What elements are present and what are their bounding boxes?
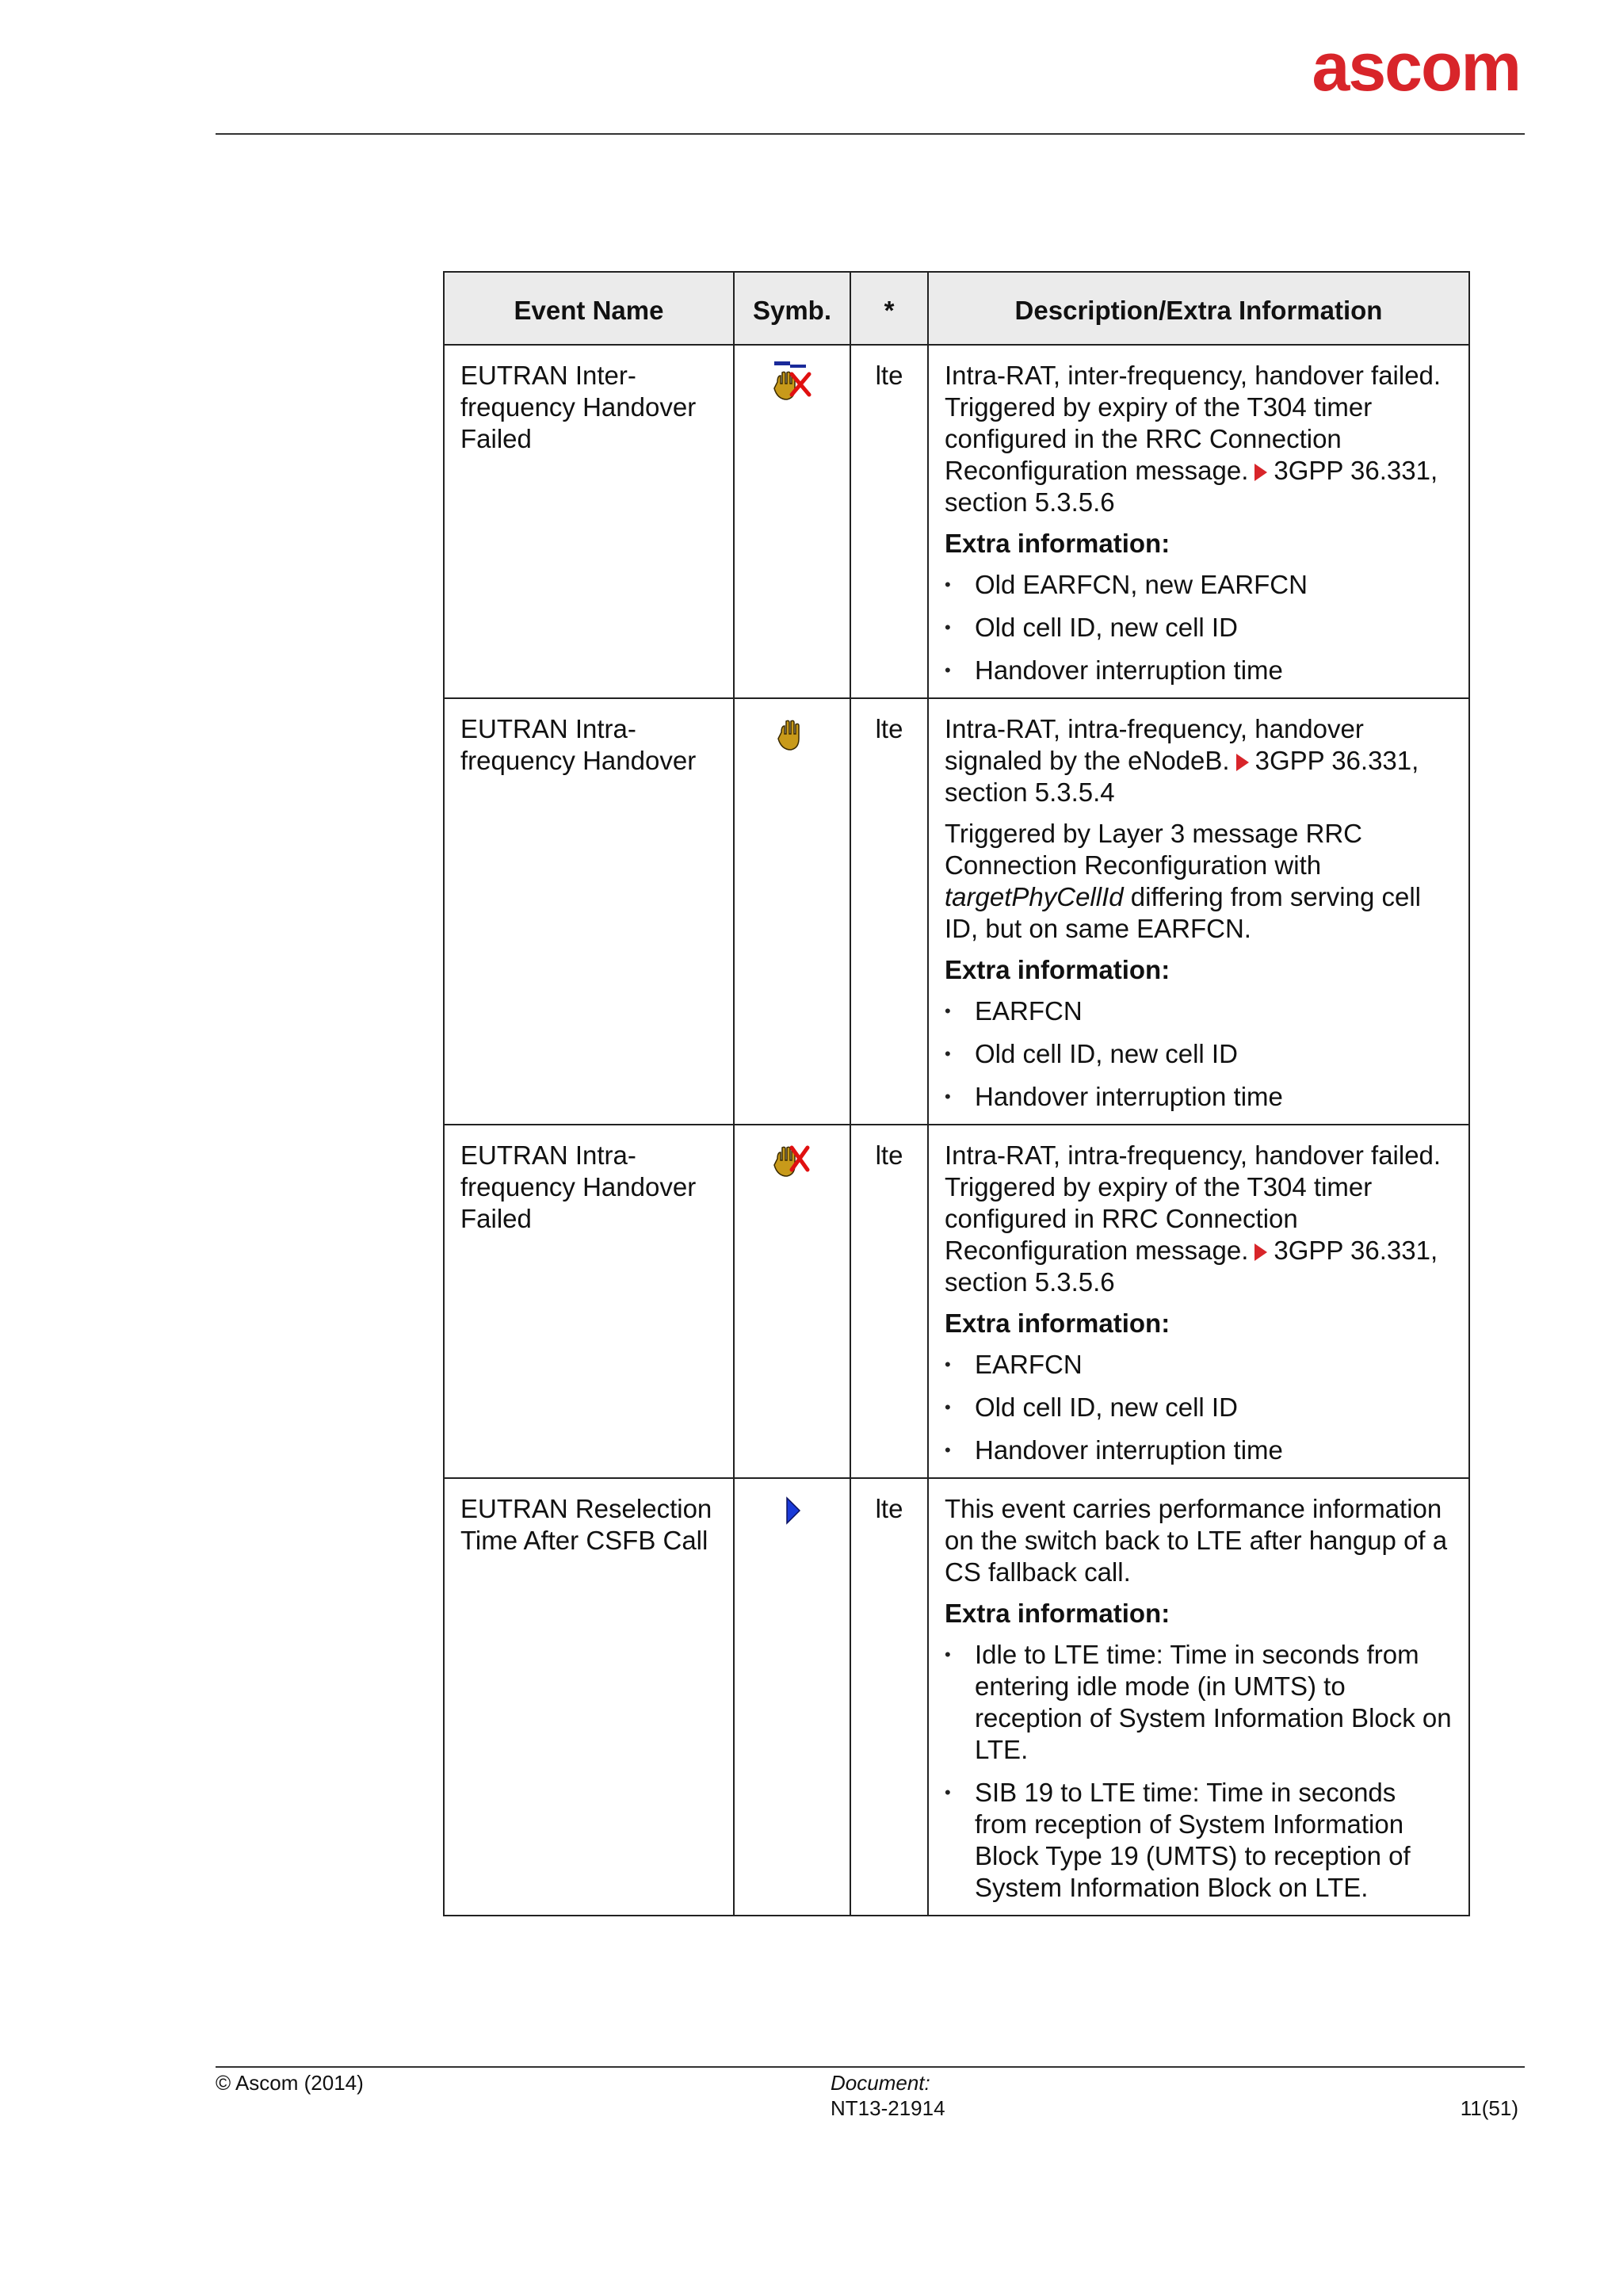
col-header-symbol: Symb.: [734, 272, 850, 345]
table-header-row: [444, 272, 1469, 345]
technology-cell: lte: [850, 345, 928, 698]
header-divider: [216, 133, 1525, 135]
table-row: [444, 698, 1469, 1125]
handover-intra-failed-icon: [773, 1140, 812, 1185]
extra-info-label: Extra information:: [945, 529, 1170, 558]
handover-hand-icon: [775, 713, 810, 758]
footer-document: [831, 2070, 945, 2121]
list-item: • SIB 19 to LTE time: Time in seconds from reception of System Information Block Type 19 (UMTS) to reception of System Information Block on LTE.: [945, 1777, 1453, 1904]
description-text: Intra-RAT, inter-frequency, handover failed. Triggered by expiry of the T304 timer configured in the RRC Connection Reconfiguration message. 3GPP 36.331, section 5.3.5.6: [945, 361, 1442, 517]
col-header-event-name: Event Name: [444, 272, 734, 345]
technology-cell: lte: [850, 1125, 928, 1478]
extra-info-list: [945, 995, 1453, 1113]
technology-cell: lte: [850, 1478, 928, 1916]
footer-page-number: 11(51): [1460, 2096, 1518, 2120]
reference-link[interactable]: 3GPP 36.331, section 5.3.5.6: [945, 1236, 1438, 1297]
list-item: • Old cell ID, new cell ID: [945, 612, 1453, 644]
list-item: • Old cell ID, new cell ID: [945, 1038, 1453, 1070]
footer-divider: [216, 2066, 1525, 2068]
list-item: • Handover interruption time: [945, 655, 1453, 686]
description-text: Intra-RAT, intra-frequency, handover failed. Triggered by expiry of the T304 timer configured in RRC Connection Reconfiguration message. 3GPP 36.331, section 5.3.5.6: [945, 1140, 1442, 1297]
footer-doc-label: Document:: [831, 2071, 930, 2095]
event-name-cell: EUTRAN Intra-frequency Handover: [444, 698, 734, 1125]
table-row: [444, 345, 1469, 698]
description-text: This event carries performance information on the switch back to LTE after hangup of a CS fallback call.: [945, 1494, 1448, 1587]
description-cell: [928, 345, 1469, 698]
symbol-cell: [734, 1478, 850, 1916]
list-item: • Old cell ID, new cell ID: [945, 1392, 1453, 1423]
extra-info-label: Extra information:: [945, 1308, 1170, 1338]
footer-copyright: © Ascom (2014): [216, 2071, 364, 2095]
extra-info-label: Extra information:: [945, 955, 1170, 984]
table-row: [444, 1125, 1469, 1478]
list-item: • Handover interruption time: [945, 1435, 1453, 1466]
description-cell: [928, 1478, 1469, 1916]
reference-arrow-icon: [1236, 754, 1249, 771]
reference-link[interactable]: 3GPP 36.331, section 5.3.5.4: [945, 746, 1419, 807]
list-item: • EARFCN: [945, 995, 1453, 1027]
description-text: Triggered by Layer 3 message RRC Connection Reconfiguration with targetPhyCellId differing from serving cell ID, but on same EARFCN.: [945, 819, 1421, 943]
extra-info-list: [945, 1349, 1453, 1466]
col-header-description: Description/Extra Information: [928, 272, 1469, 345]
footer-doc-number: NT13-21914: [831, 2096, 945, 2120]
reference-link[interactable]: 3GPP 36.331, section 5.3.5.6: [945, 456, 1438, 517]
reference-arrow-icon: [1254, 1244, 1267, 1261]
event-name-cell: EUTRAN Intra-frequency Handover Failed: [444, 1125, 734, 1478]
extra-info-label: Extra information:: [945, 1599, 1170, 1628]
technology-cell: lte: [850, 698, 928, 1125]
extra-info-list: [945, 569, 1453, 686]
list-item: • Handover interruption time: [945, 1081, 1453, 1113]
list-item: • Idle to LTE time: Time in seconds from entering idle mode (in UMTS) to reception of System Information Block on LTE.: [945, 1639, 1453, 1766]
ascom-logo: ascom: [1312, 29, 1520, 105]
description-cell: [928, 1125, 1469, 1478]
col-header-star: *: [850, 272, 928, 345]
event-name-cell: EUTRAN Inter-frequency Handover Failed: [444, 345, 734, 698]
event-table: [443, 271, 1470, 1916]
extra-info-list: [945, 1639, 1453, 1904]
table-row: [444, 1478, 1469, 1916]
symbol-cell: [734, 345, 850, 698]
list-item: • EARFCN: [945, 1349, 1453, 1381]
description-cell: [928, 698, 1469, 1125]
description-text: Intra-RAT, intra-frequency, handover signaled by the eNodeB. 3GPP 36.331, section 5.3.5.4: [945, 714, 1419, 807]
symbol-cell: [734, 698, 850, 1125]
event-name-cell: EUTRAN Reselection Time After CSFB Call: [444, 1478, 734, 1916]
list-item: • Old EARFCN, new EARFCN: [945, 569, 1453, 601]
handover-inter-failed-icon: [771, 360, 814, 413]
reference-arrow-icon: [1254, 464, 1267, 481]
symbol-cell: [734, 1125, 850, 1478]
blue-triangle-icon: [781, 1493, 804, 1535]
